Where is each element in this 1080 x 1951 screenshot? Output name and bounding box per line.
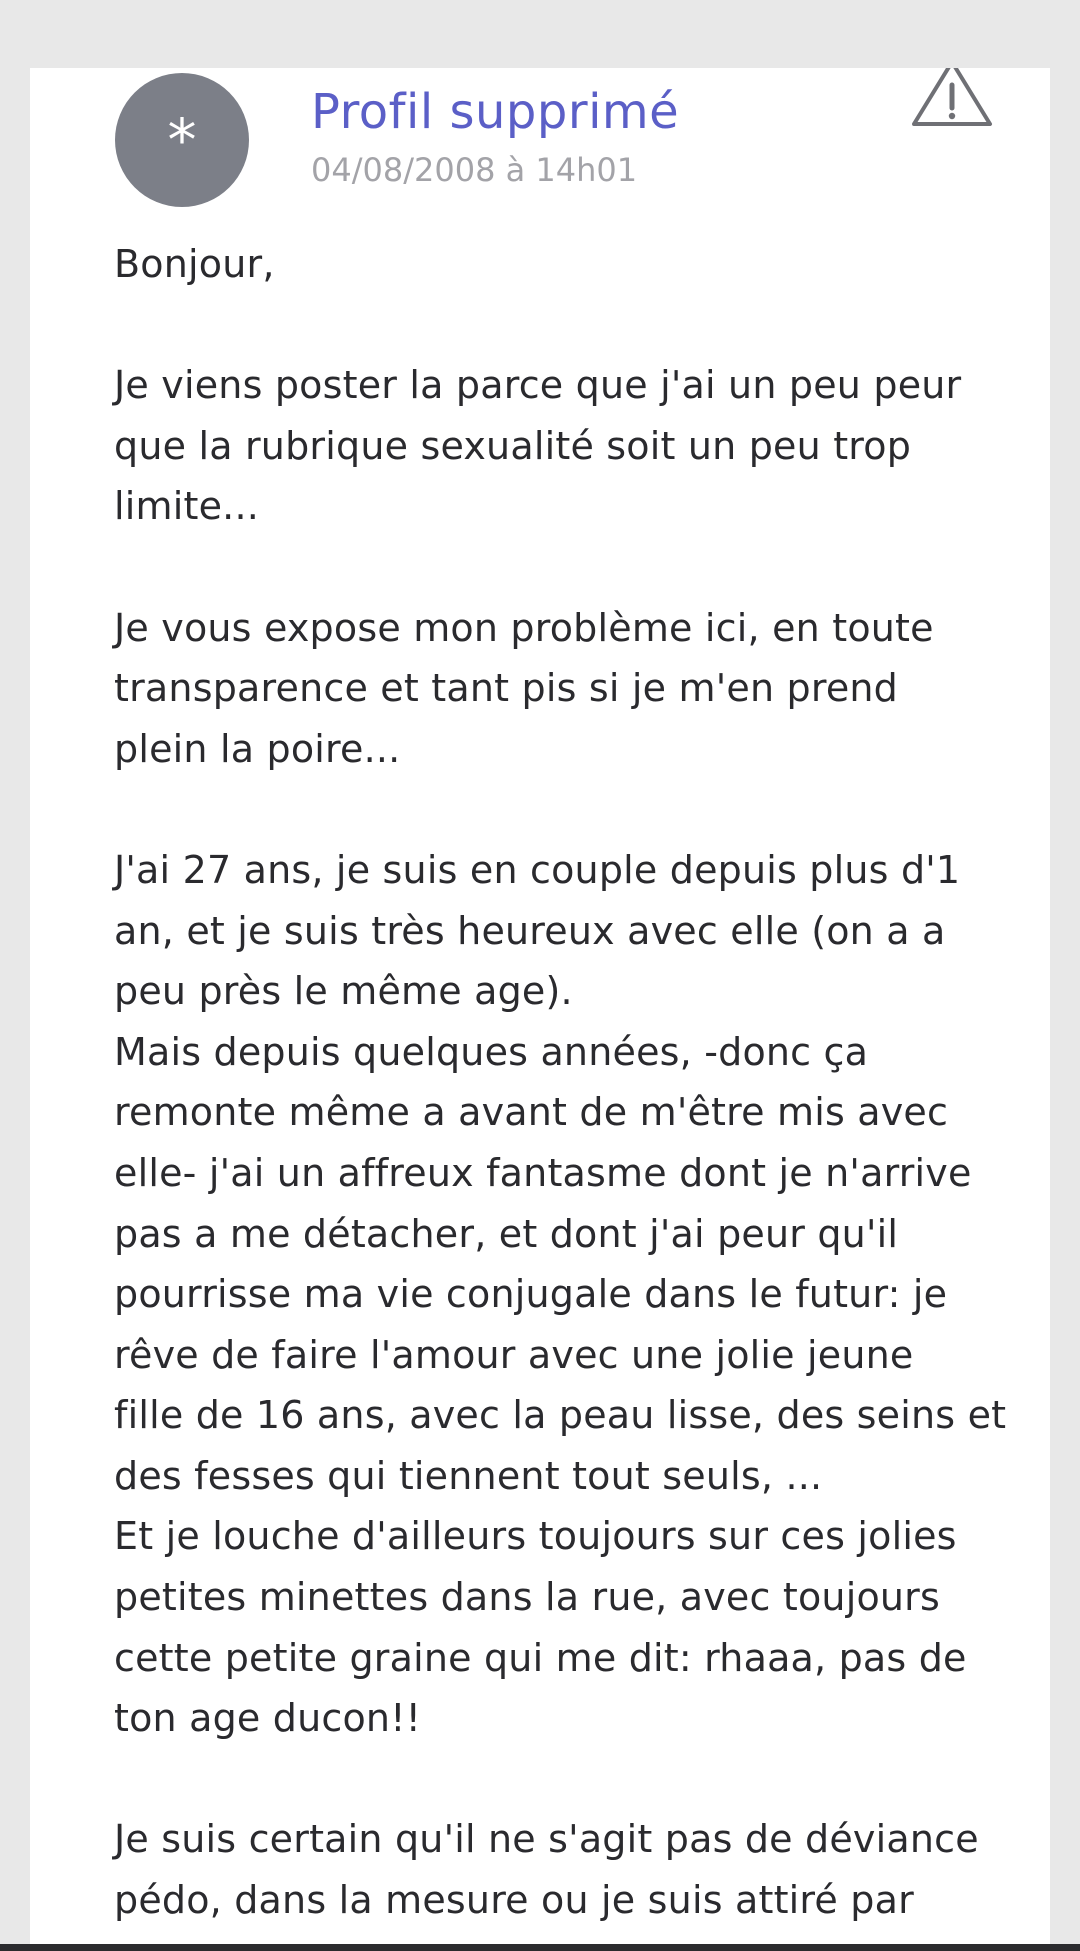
post-line: Je viens poster la parce que j'ai un peu peur <box>114 363 962 408</box>
post-line: Et je louche d'ailleurs toujours sur ces jolies <box>114 1514 957 1559</box>
blank-line <box>114 779 1014 840</box>
post-line: elle- j'ai un affreux fantasme dont je n'arrive <box>114 1150 972 1195</box>
post-line: remonte même a avant de m'être mis avec <box>114 1090 949 1135</box>
post-line: que la rubrique sexualité soit un peu trop <box>114 423 912 468</box>
bottom-edge <box>0 1944 1080 1951</box>
author-name[interactable]: Profil supprimé <box>311 84 680 140</box>
post-line: pourrisse ma vie conjugale dans le futur: je <box>114 1272 948 1317</box>
post-line: Mais depuis quelques années, -donc ça <box>114 1029 869 1074</box>
post-line: pédo, dans la mesure ou je suis attiré par <box>114 1878 914 1923</box>
blank-line <box>114 537 1014 598</box>
blank-line <box>114 295 1014 356</box>
top-bar <box>0 0 1080 68</box>
post-line: rêve de faire l'amour avec une jolie jeune <box>114 1332 914 1377</box>
post-line: Je suis certain qu'il ne s'agit pas de déviance <box>114 1817 979 1862</box>
post-line: limite... <box>114 484 260 529</box>
post-line: Bonjour, <box>114 242 275 286</box>
warning-triangle-icon[interactable] <box>904 68 1000 126</box>
post-line: cette petite graine qui me dit: rhaaa, pas de <box>114 1635 967 1680</box>
post-line: pas a me détacher, et dont j'ai peur qu'il <box>114 1211 899 1256</box>
avatar-glyph: * <box>167 106 197 174</box>
post-line: fille de 16 ans, avec la peau lisse, des seins et <box>114 1393 1007 1438</box>
post-line: transparence et tant pis si je m'en prend <box>114 666 899 711</box>
post-line: petites minettes dans la rue, avec toujours <box>114 1575 941 1620</box>
post-timestamp: 04/08/2008 à 14h01 <box>311 151 638 189</box>
post-body <box>114 234 1014 1931</box>
blank-line <box>114 1749 1014 1810</box>
post-card <box>30 68 1050 1951</box>
post-line: plein la poire... <box>114 726 401 771</box>
post-line: J'ai 27 ans, je suis en couple depuis plus d'1 <box>114 847 961 892</box>
post-line: des fesses qui tiennent tout seuls, ... <box>114 1453 823 1498</box>
avatar[interactable] <box>115 73 249 207</box>
post-line: Je vous expose mon problème ici, en toute <box>114 605 934 650</box>
post-line: an, et je suis très heureux avec elle (on a a <box>114 908 946 953</box>
post-line: peu près le même age). <box>114 969 573 1014</box>
post-line: ton age ducon!! <box>114 1696 422 1741</box>
